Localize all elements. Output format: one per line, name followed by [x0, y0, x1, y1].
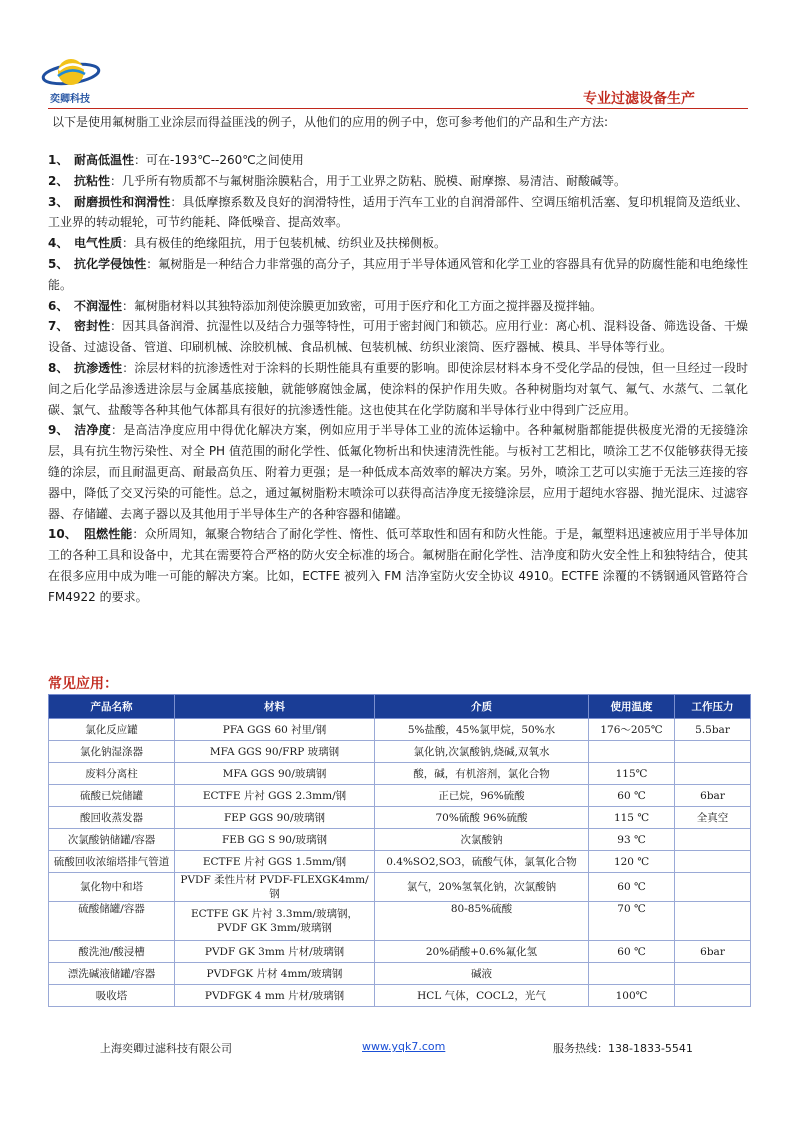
item-text: ：氟树脂材料以其独特添加剂使涂膜更加致密，可用于医疗和化工方面之搅拌器及搅拌轴。 [122, 298, 603, 313]
table-cell: 氯化物中和塔 [49, 873, 175, 902]
property-item [48, 524, 748, 607]
table-cell: MFA GGS 90/FRP 玻璃钢 [175, 741, 375, 763]
property-list [48, 150, 748, 608]
table-cell [675, 763, 751, 785]
table-row [49, 807, 751, 829]
column-header: 产品名称 [49, 695, 175, 719]
item-title: 抗渗透性 [74, 360, 123, 375]
item-text: ：具有极佳的绝缘阻抗，用于包装机械、纺织业及扶梯侧板。 [122, 236, 447, 251]
table-cell: ECTFE 片衬 GGS 1.5mm/钢 [175, 851, 375, 873]
table-cell: FEB GG S 90/玻璃钢 [175, 829, 375, 851]
footer-hotline: 服务热线：138-1833-5541 [553, 1042, 693, 1055]
column-header: 使用温度 [589, 695, 675, 719]
table-cell: 碱液 [375, 963, 589, 985]
table-cell [675, 985, 751, 1007]
item-number: 8、 [48, 360, 69, 375]
table-cell: 酸回收蒸发器 [49, 807, 175, 829]
item-number: 7、 [48, 319, 69, 334]
property-item [48, 296, 748, 317]
item-title: 不润湿性 [74, 298, 123, 313]
table-cell: 115 ℃ [589, 807, 675, 829]
table-cell: 5%盐酸，45%氯甲烷，50%水 [375, 719, 589, 741]
table-cell: 6bar [675, 941, 751, 963]
property-item [48, 233, 748, 254]
table-row [49, 873, 751, 902]
table-cell: 氯化反应罐 [49, 719, 175, 741]
intro-paragraph: 以下是使用氟树脂工业涂层而得益匪浅的例子，从他们的应用的例子中，您可参考他们的产品和生产方法: [52, 115, 609, 129]
item-title: 耐磨损性和润滑性 [74, 194, 171, 209]
table-cell: 120 ℃ [589, 851, 675, 873]
table-row [49, 941, 751, 963]
table-cell [675, 851, 751, 873]
column-header: 工作压力 [675, 695, 751, 719]
table-row [49, 763, 751, 785]
property-item [48, 150, 748, 171]
property-item [48, 192, 748, 234]
table-cell [675, 873, 751, 902]
table-cell: 176～205℃ [589, 719, 675, 741]
item-text: ：几乎所有物质都不与氟树脂涂膜粘合，用于工业界之防粘、脱模、耐摩擦、易清洁、耐酸碱等。 [110, 173, 627, 188]
item-text: ：氟树脂是一种结合力非常强的高分子，其应用于半导体通风管和化学工业的容器具有优异的防腐性能和电绝缘性能。 [48, 256, 748, 292]
item-title: 洁净度 [74, 423, 112, 438]
table-cell [675, 741, 751, 763]
item-title: 抗粘性 [74, 173, 111, 188]
table-cell: MFA GGS 90/玻璃钢 [175, 763, 375, 785]
table-row [49, 851, 751, 873]
item-number: 1、 [48, 153, 69, 167]
property-item [48, 254, 748, 296]
table-cell: 5.5bar [675, 719, 751, 741]
item-text: ：涂层材料的抗渗透性对于涂料的长期性能具有重要的影响。即使涂层材料本身不受化学品的侵蚀，但一旦经过一段时间之后化学品渗透进涂层与金属基底接触，就能够腐蚀金属，使涂料的保护作用失败。各种树脂均对氧气、氟气、水蒸气、二氧化碳、氯气、盐酸等各种其他气体都具有很好的抗渗透性能。这也使其在化学防腐和半导体行业中得到广泛应用。 [48, 360, 748, 417]
table-cell: 100℃ [589, 985, 675, 1007]
table-cell: 0.4%SO2,SO3，硫酸气体，氯氧化合物 [375, 851, 589, 873]
item-title: 耐高低温性 [74, 153, 135, 167]
table-cell: 60 ℃ [589, 873, 675, 902]
logo-text: 奕卿科技 [50, 94, 90, 105]
item-text: ：众所周知，氟聚合物结合了耐化学性、惰性、低可萃取性和固有和防火性能。于是，氟塑料迅速被应用于半导体加工的各种工具和设备中，尤其在需要符合严格的防火安全标准的场合。氟树脂在耐化学性、洁净度和防火安全性上和独特结合，使其在很多应用中成为唯一可能的解决方案。比如，ECTFE 被列入 FM 洁净室防火安全协议 4910。ECTFE 涂覆的不锈钢通风管路符合 FM4922 的要求。 [48, 527, 748, 604]
item-title: 阻燃性能 [84, 527, 133, 542]
item-text: ：具低摩擦系数及良好的润滑特性，适用于汽车工业的自润滑部件、空调压缩机活塞、复印机辊筒及造纸业、工业界的转动辊轮，可节约能耗、降低噪音、提高效率。 [48, 194, 748, 230]
item-number: 5、 [48, 256, 69, 271]
item-number: 6、 [48, 298, 69, 313]
table-cell: 硫酸储罐/容器 [49, 902, 175, 941]
footer-company: 上海奕卿过滤科技有限公司 [100, 1042, 232, 1055]
table-cell: 氯化钠,次氯酸钠,烧碱,双氧水 [375, 741, 589, 763]
table-row [49, 719, 751, 741]
item-number: 2、 [48, 173, 69, 188]
property-item [48, 358, 748, 420]
table-cell: 氯化钠湿涤器 [49, 741, 175, 763]
table-cell: PVDFGK 4 mm 片材/玻璃钢 [175, 985, 375, 1007]
table-row [49, 902, 751, 941]
table-cell: 80-85%硫酸 [375, 902, 589, 941]
table-cell: 吸收塔 [49, 985, 175, 1007]
footer-website-link[interactable]: www.yqk7.com [362, 1040, 446, 1053]
table-cell [589, 741, 675, 763]
table-cell: HCL 气体，COCL2，光气 [375, 985, 589, 1007]
table-row [49, 785, 751, 807]
header-divider [48, 108, 748, 109]
table-cell [675, 829, 751, 851]
table-cell: 6bar [675, 785, 751, 807]
table-row [49, 963, 751, 985]
table-cell: 酸，碱，有机溶剂，氯化合物 [375, 763, 589, 785]
table-row [49, 741, 751, 763]
table-cell: 氯气，20%氢氧化钠，次氯酸钠 [375, 873, 589, 902]
table-cell: PVDF 柔性片材 PVDF-FLEXGK4mm/钢 [175, 873, 375, 902]
table-cell: 次氯酸钠 [375, 829, 589, 851]
item-number: 10、 [48, 527, 77, 542]
property-item [48, 420, 748, 524]
table-cell: 漂洗碱液储罐/容器 [49, 963, 175, 985]
table-row [49, 829, 751, 851]
table-cell: 废料分离柱 [49, 763, 175, 785]
column-header: 介质 [375, 695, 589, 719]
table-cell [675, 963, 751, 985]
table-cell: 硫酸回收浓缩塔排气管道 [49, 851, 175, 873]
table-cell: 60 ℃ [589, 941, 675, 963]
section-title: 常见应用： [48, 676, 118, 692]
item-text: ：是高洁净度应用中得优化解决方案，例如应用于半导体工业的流体运输中。各种氟树脂都能提供极度光滑的无接缝涂层，具有抗生物污染性、对全 PH 值范围的耐化学性、低氟化物析出和快速清洗性能。与板衬工艺相比，喷涂工艺不仅能够获得无接缝的涂层，而且耐温更高、耐最高负压、附着力更强；是一种低成本高效率的解决方案。另外，喷涂工艺可以实施于无法三连接的容器中，降低了交叉污染的可能性。总之，通过氟树脂粉末喷涂可以获得高洁净度无接缝涂层，应用于超纯水容器、抛光混床、过滤容器、存储罐、去离子器以及其他用于半导体生产的各种容器和储罐。 [48, 423, 748, 521]
table-cell: 次氯酸钠储罐/容器 [49, 829, 175, 851]
table-cell: 70%硫酸 96%硫酸 [375, 807, 589, 829]
application-table [48, 694, 751, 1007]
item-text: ：可在-193℃--260℃之间使用 [134, 153, 304, 167]
table-cell: 全真空 [675, 807, 751, 829]
table-cell: 20%硝酸+0.6%氟化氢 [375, 941, 589, 963]
table-cell [589, 963, 675, 985]
table-cell: 115℃ [589, 763, 675, 785]
column-header: 材料 [175, 695, 375, 719]
table-cell: PVDFGK 片材 4mm/玻璃钢 [175, 963, 375, 985]
item-title: 电气性质 [74, 236, 123, 251]
table-cell: 60 ℃ [589, 785, 675, 807]
item-title: 密封性 [74, 319, 111, 334]
item-title: 抗化学侵蚀性 [74, 256, 147, 271]
table-cell [675, 902, 751, 941]
property-item [48, 316, 748, 358]
table-cell: 酸洗池/酸浸槽 [49, 941, 175, 963]
table-cell: 硫酸已烷储罐 [49, 785, 175, 807]
table-cell: 93 ℃ [589, 829, 675, 851]
item-text: ：因其具备润滑、抗湿性以及结合力强等特性，可用于密封阀门和锁芯。应用行业：离心机、混料设备、筛选设备、干燥设备、过滤设备、管道、印刷机械、涂胶机械、食品机械、包装机械、纺织业滚筒、医疗器械、模具、半导体等行业。 [48, 319, 748, 355]
property-item [48, 171, 748, 192]
table-cell: 正已烷，96%硫酸 [375, 785, 589, 807]
item-number: 3、 [48, 194, 69, 209]
item-number: 9、 [48, 423, 69, 438]
tagline: 专业过滤设备生产 [583, 91, 695, 107]
table-cell: 70 ℃ [589, 902, 675, 941]
item-number: 4、 [48, 236, 69, 251]
table-cell: ECTFE 片衬 GGS 2.3mm/钢 [175, 785, 375, 807]
table-cell: FEP GGS 90/玻璃钢 [175, 807, 375, 829]
table-cell: PFA GGS 60 衬里/钢 [175, 719, 375, 741]
table-cell: ECTFE GK 片衬 3.3mm/玻璃钢，PVDF GK 3mm/玻璃钢 [175, 902, 375, 941]
table-row [49, 985, 751, 1007]
table-cell: PVDF GK 3mm 片材/玻璃钢 [175, 941, 375, 963]
